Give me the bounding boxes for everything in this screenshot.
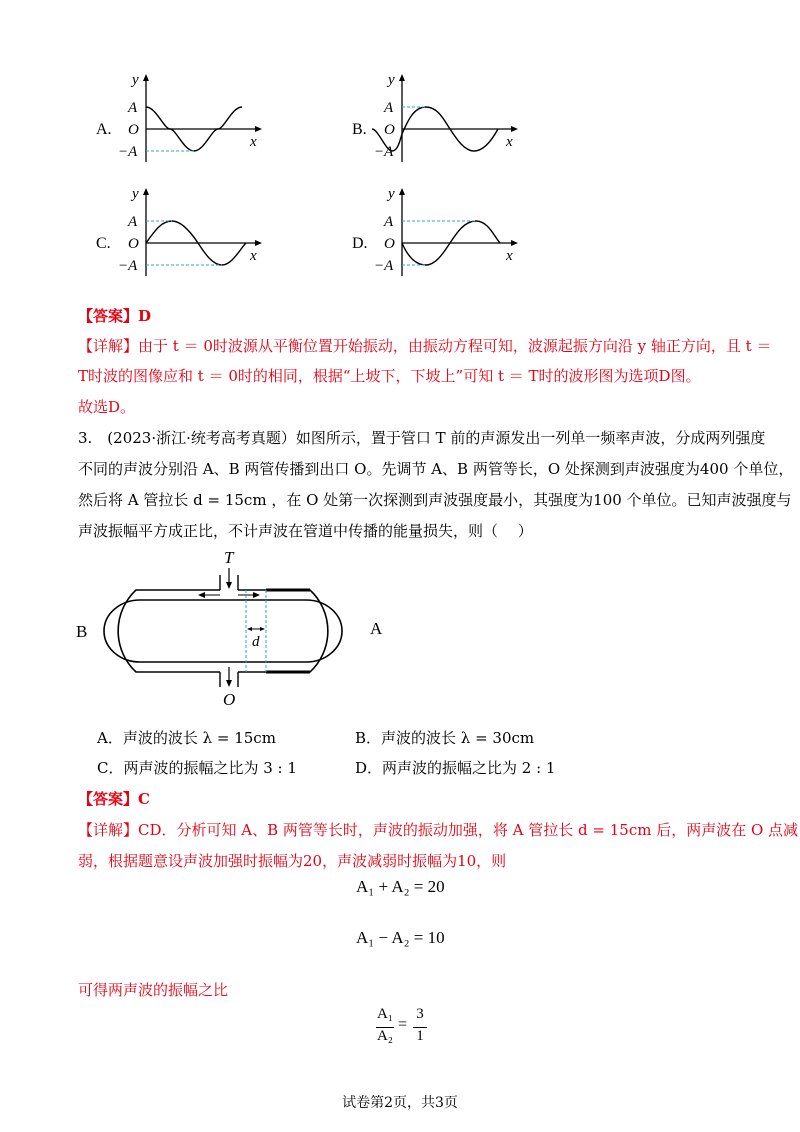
q3-answer: 【答案】C	[78, 790, 150, 808]
equation-sum: A₁ + A₂ = 20	[356, 877, 445, 896]
q2-detail-line3: 故选D。	[78, 398, 136, 416]
origin-label: O	[384, 236, 395, 252]
q2-detail-line2: T时波的图像应和 t ＝ 0时的相同，根据“上坡下，下坡上”可知 t ＝ T时的波形图为选项D图。	[78, 367, 701, 385]
x-axis-label: x	[506, 248, 513, 264]
amplitude-label: A	[128, 214, 138, 230]
y-axis-label: y	[132, 186, 139, 202]
q3-detail-line1: 【详解】CD．分析可知 A、B 两管等长时，声波的振动加强，将 A 管拉长 d = 15cm 后，两声波在 O 点减	[78, 821, 799, 839]
q3-option-d: D．两声波的振幅之比为 2 : 1	[355, 759, 556, 777]
x-axis-label: x	[250, 248, 257, 264]
t-label: T	[224, 548, 234, 567]
origin-label: O	[128, 122, 139, 138]
q3-option-b: B．声波的波长 λ = 30cm	[355, 729, 535, 747]
wave-graph-b	[368, 70, 528, 170]
option-b-label: B.	[352, 121, 367, 138]
neg-amplitude-label: −A	[118, 258, 138, 274]
wave-graph-d	[368, 184, 528, 284]
neg-amplitude-label: −A	[118, 144, 138, 160]
option-c-label: C.	[96, 235, 111, 252]
amplitude-label: A	[384, 214, 394, 230]
origin-label: O	[384, 122, 395, 138]
ratio-value-numerator: 3	[416, 1006, 424, 1022]
ratio-numerator: A₁	[376, 1006, 394, 1022]
q3-option-c: C．两声波的振幅之比为 3 : 1	[97, 759, 297, 777]
equals-sign: =	[398, 1016, 408, 1033]
ratio-value-denominator: 1	[416, 1028, 424, 1044]
wave-graph-a	[112, 70, 272, 170]
q3-stem-line1: 3. (2023·浙江·统考高考真题）如图所示，置于管口 T 前的声源发出一列单一频率声波，分成两列强度	[78, 429, 766, 447]
page-footer: 试卷第2页，共3页	[342, 1095, 458, 1111]
q2-answer: 【答案】D	[78, 307, 152, 325]
ratio-denominator: A₂	[376, 1028, 394, 1044]
x-axis-label: x	[506, 134, 513, 150]
neg-amplitude-label: −A	[374, 144, 394, 160]
a-pipe-label: A	[370, 619, 383, 638]
q2-detail-line1: 【详解】由于 t ＝ 0时波源从平衡位置开始振动，由振动方程可知，波源起振方向沿 y 轴正方向，且 t ＝	[78, 337, 772, 355]
option-a-label: A.	[96, 121, 112, 138]
option-d-label: D.	[352, 235, 368, 252]
q3-option-a: A．声波的波长 λ = 15cm	[97, 729, 276, 747]
y-axis-label: y	[132, 72, 139, 88]
q3-stem-line4: 声波振幅平方成正比，不计声波在管道中传播的能量损失，则（ ）	[78, 522, 533, 540]
o-label: O	[223, 690, 236, 709]
d-label: d	[252, 634, 260, 650]
x-axis-label: x	[250, 134, 257, 150]
b-pipe-label: B	[76, 622, 88, 641]
equation-difference: A₁ − A₂ = 10	[356, 928, 445, 947]
q3-stem-line3: 然后将 A 管拉长 d = 15cm ，在 O 处第一次探测到声波强度最小，其强度为100 个单位。已知声波强度与	[78, 491, 792, 509]
q3-detail-line2: 弱，根据题意设声波加强时振幅为20，声波减弱时振幅为10，则	[78, 852, 507, 870]
y-axis-label: y	[388, 72, 395, 88]
y-axis-label: y	[388, 186, 395, 202]
amplitude-label: A	[384, 100, 394, 116]
pipe-loop-diagram	[70, 545, 400, 710]
origin-label: O	[128, 236, 139, 252]
amplitude-label: A	[128, 100, 138, 116]
wave-graph-c	[112, 184, 272, 284]
q3-conclusion: 可得两声波的振幅之比	[78, 981, 229, 999]
neg-amplitude-label: −A	[374, 258, 394, 274]
q3-stem-line2: 不同的声波分别沿 A、B 两管传播到出口 O。先调节 A、B 两管等长，O 处探测到声波强度为400 个单位，	[78, 460, 794, 478]
ratio-equation	[375, 1006, 435, 1050]
